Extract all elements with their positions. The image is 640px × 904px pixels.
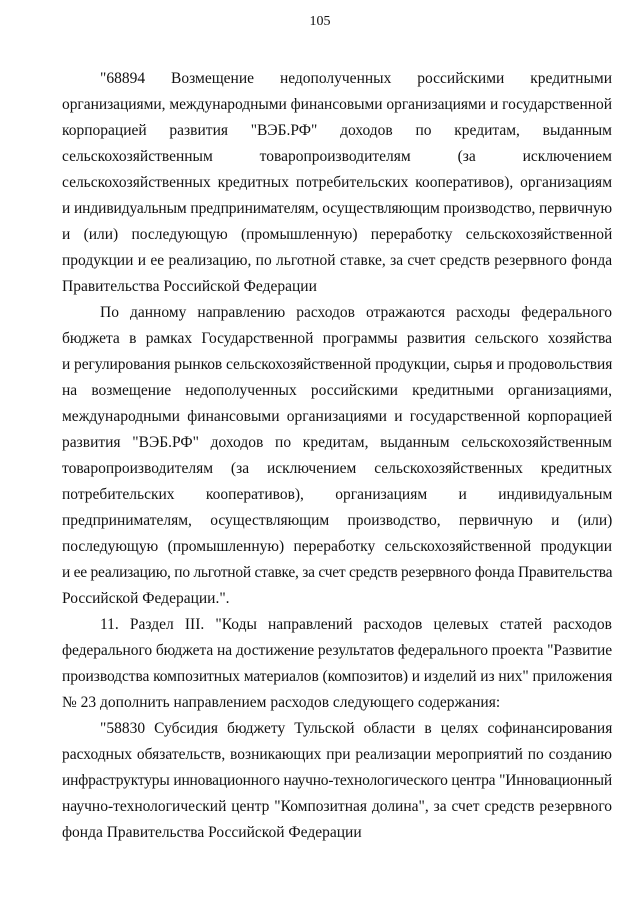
text-line: Правительства Российской Федерации: [62, 278, 317, 295]
page-number: 105: [309, 14, 331, 29]
document-body: [62, 66, 612, 846]
text-line: организациями, международными финансовыми организациями и государственной: [62, 96, 612, 113]
text-line: и регулирования рынков сельскохозяйственной продукции, сырья и продовольствия: [62, 356, 613, 373]
text-line: Российской Федерации.".: [62, 590, 230, 607]
text-line: последующую (промышленную) переработку сельскохозяйственной продукции: [62, 538, 612, 555]
text-line: потребительских кооперативов), организациям и индивидуальным: [62, 486, 613, 503]
text-line: производства композитных материалов (композитов) и изделий из них" приложения: [62, 668, 613, 685]
text-line: продукции и ее реализацию, по льготной ставке, за счет средств резервного фонда: [62, 252, 613, 269]
text-line: "58830 Субсидия бюджету Тульской области в целях софинансирования: [100, 720, 613, 737]
text-line: товаропроизводителям (за исключением сельскохозяйственных кредитных: [62, 460, 613, 477]
text-line: и индивидуальным предпринимателям, осуществляющим производство, первичную: [62, 200, 612, 217]
paragraph-68894: [62, 66, 612, 300]
text-line: сельскохозяйственным товаропроизводителям (за исключением: [62, 148, 612, 165]
text-line: на возмещение недополученных российскими кредитными организациями,: [62, 382, 612, 399]
text-line: фонда Правительства Российской Федерации: [62, 824, 362, 841]
text-line: сельскохозяйственных кредитных потребительских кооперативов), организациям: [62, 174, 612, 191]
text-line: бюджета в рамках Государственной программы развития сельского хозяйства: [62, 330, 613, 347]
text-line: расходных обязательств, возникающих при реализации мероприятий по созданию: [62, 746, 612, 763]
text-line: инфраструктуры инновационного научно-технологического центра "Инновационный: [62, 772, 612, 789]
text-line: корпорацией развития "ВЭБ.РФ" доходов по кредитам, выданным: [62, 122, 612, 139]
text-line: "68894 Возмещение недополученных российскими кредитными: [100, 70, 612, 87]
text-line: предпринимателям, осуществляющим производство, первичную и (или): [62, 512, 613, 529]
paragraph-section-11: [62, 612, 612, 716]
text-line: 11. Раздел III. "Коды направлений расходов целевых статей расходов: [100, 616, 612, 633]
text-line: и ее реализацию, по льготной ставке, за счет средств резервного фонда Правительства: [62, 564, 613, 581]
text-line: международными финансовыми организациями и государственной корпорацией: [62, 408, 613, 425]
text-line: научно-технологический центр "Композитная долина", за счет средств резервного: [62, 798, 613, 815]
text-line: № 23 дополнить направлением расходов следующего содержания:: [62, 694, 501, 711]
text-line: развития "ВЭБ.РФ" доходов по кредитам, выданным сельскохозяйственным: [62, 434, 612, 451]
paragraph-explanation: [62, 300, 612, 612]
text-line: По данному направлению расходов отражаются расходы федерального: [100, 304, 613, 321]
text-line: федерального бюджета на достижение результатов федерального проекта "Развитие: [62, 642, 613, 659]
paragraph-58830: [62, 716, 612, 846]
text-line: и (или) последующую (промышленную) переработку сельскохозяйственной: [62, 226, 613, 243]
